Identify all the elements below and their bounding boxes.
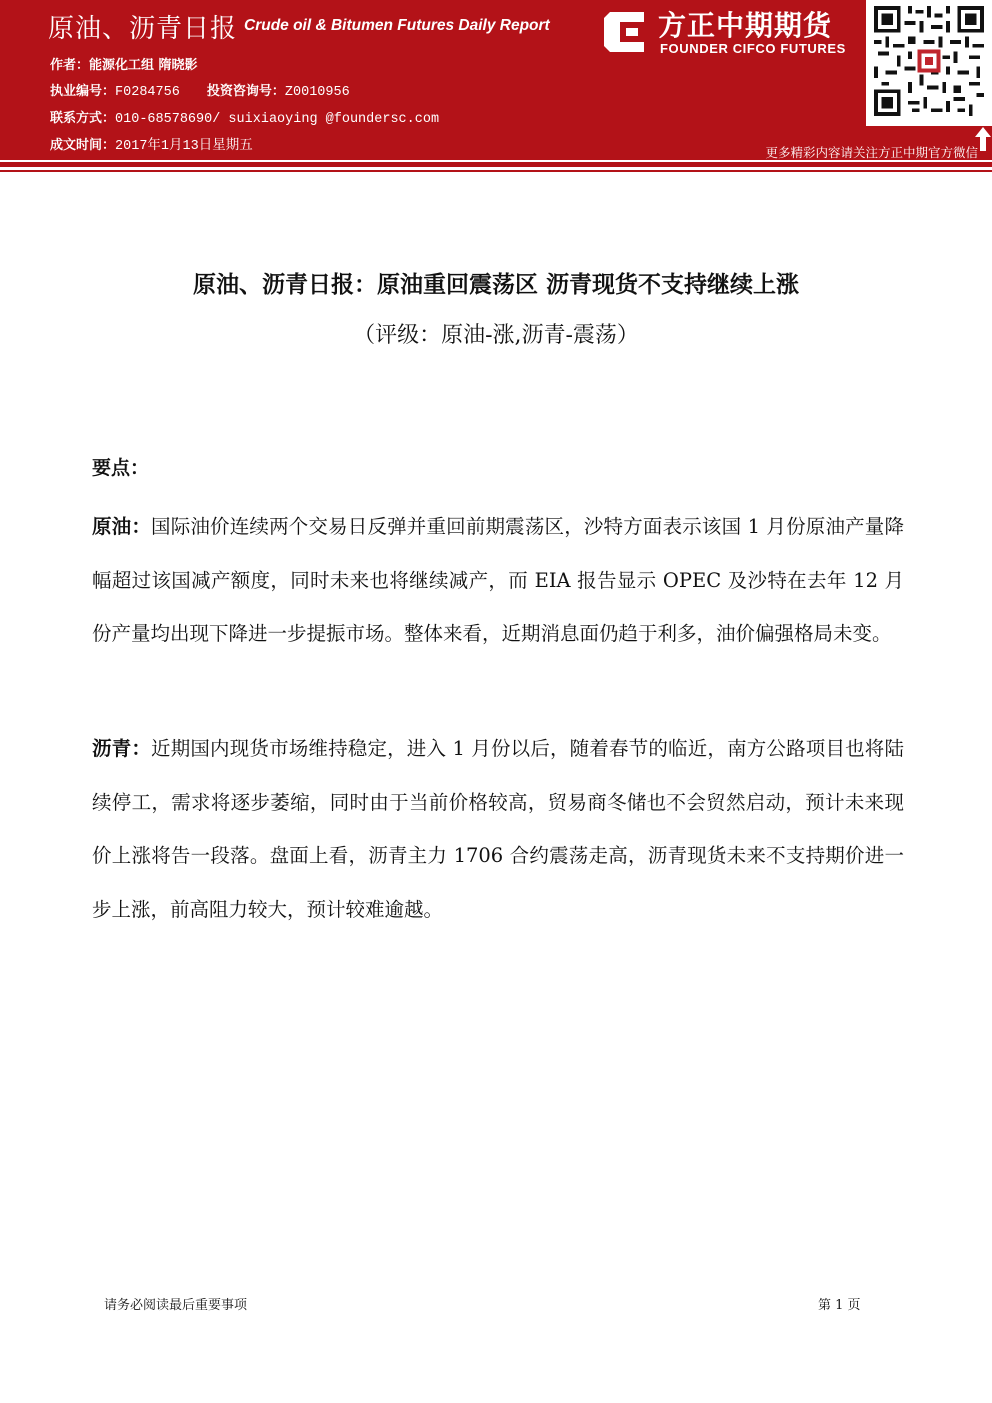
header-divider-thin [0,170,992,172]
report-title-zh: 原油、沥青日报 [48,14,238,44]
crude-oil-label: 原油： [92,515,152,538]
report-header [0,0,992,160]
date-row [50,133,253,154]
contact-value: 010-68578690/ suixiaoying @foundersc.com [115,112,440,127]
author-row [50,54,198,73]
license-row [50,80,350,100]
report-title-en: Crude oil & Bitumen Futures Daily Report [244,17,550,34]
bitumen-text: 近期国内现货市场维持稳定，进入 1 月份以后，随着春节的临近，南方公路项目也将陆续停工，需求将逐步萎缩，同时由于当前价格较高，贸易商冬储也不会贸然启动，预计未来现价上涨将告一段落。盘面上看，沥青主力 1706 合约震荡走高，沥青现货未来不支持期价进一步上涨，前高阻力较大，预计较难逾越。 [92,737,904,921]
document-rating: （评级：原油-涨,沥青-震荡） [353,323,639,348]
license-value: F0284756 [115,85,180,100]
author-value: 能源化工组 隋晓影 [89,58,198,73]
brand-name-en: FOUNDER CIFCO FUTURES [660,41,846,56]
date-label: 成文时间： [50,138,116,153]
page-number: 第 1 页 [818,1298,861,1313]
license-label: 执业编号： [50,84,116,99]
footer-notice: 请务必阅读最后重要事项 [104,1298,248,1313]
qr-code[interactable] [866,0,992,126]
author-label: 作者： [50,58,90,73]
bitumen-label: 沥青： [92,737,152,760]
key-points-heading: 要点： [92,457,150,479]
brand-name-zh: 方正中期期货 [658,9,833,42]
bitumen-paragraph [92,722,904,936]
contact-row [50,107,439,127]
brand-logo[interactable] [600,4,860,64]
crude-oil-paragraph [92,500,904,661]
contact-label: 联系方式： [50,111,116,126]
document-title: 原油、沥青日报：原油重回震荡区 沥青现货不支持继续上涨 [192,272,799,298]
follow-wechat-text: 更多精彩内容请关注方正中期官方微信 [765,145,978,160]
crude-oil-text: 国际油价连续两个交易日反弹并重回前期震荡区，沙特方面表示该国 1 月份原油产量降幅超过该国减产额度，同时未来也将继续减产，而 EIA 报告显示 OPEC 及沙特在去年 12 月份产量均出现下降进一步提振市场。整体来看，近期消息面仍趋于利多，油价偏强格局未变。 [92,515,904,645]
founder-logo-icon [600,8,648,56]
consult-label: 投资咨询号： [206,84,285,99]
consult-value: Z0010956 [284,85,350,100]
qr-code-icon [874,6,984,116]
date-value: 2017年1月13日星期五 [115,139,253,154]
header-divider [0,162,992,167]
